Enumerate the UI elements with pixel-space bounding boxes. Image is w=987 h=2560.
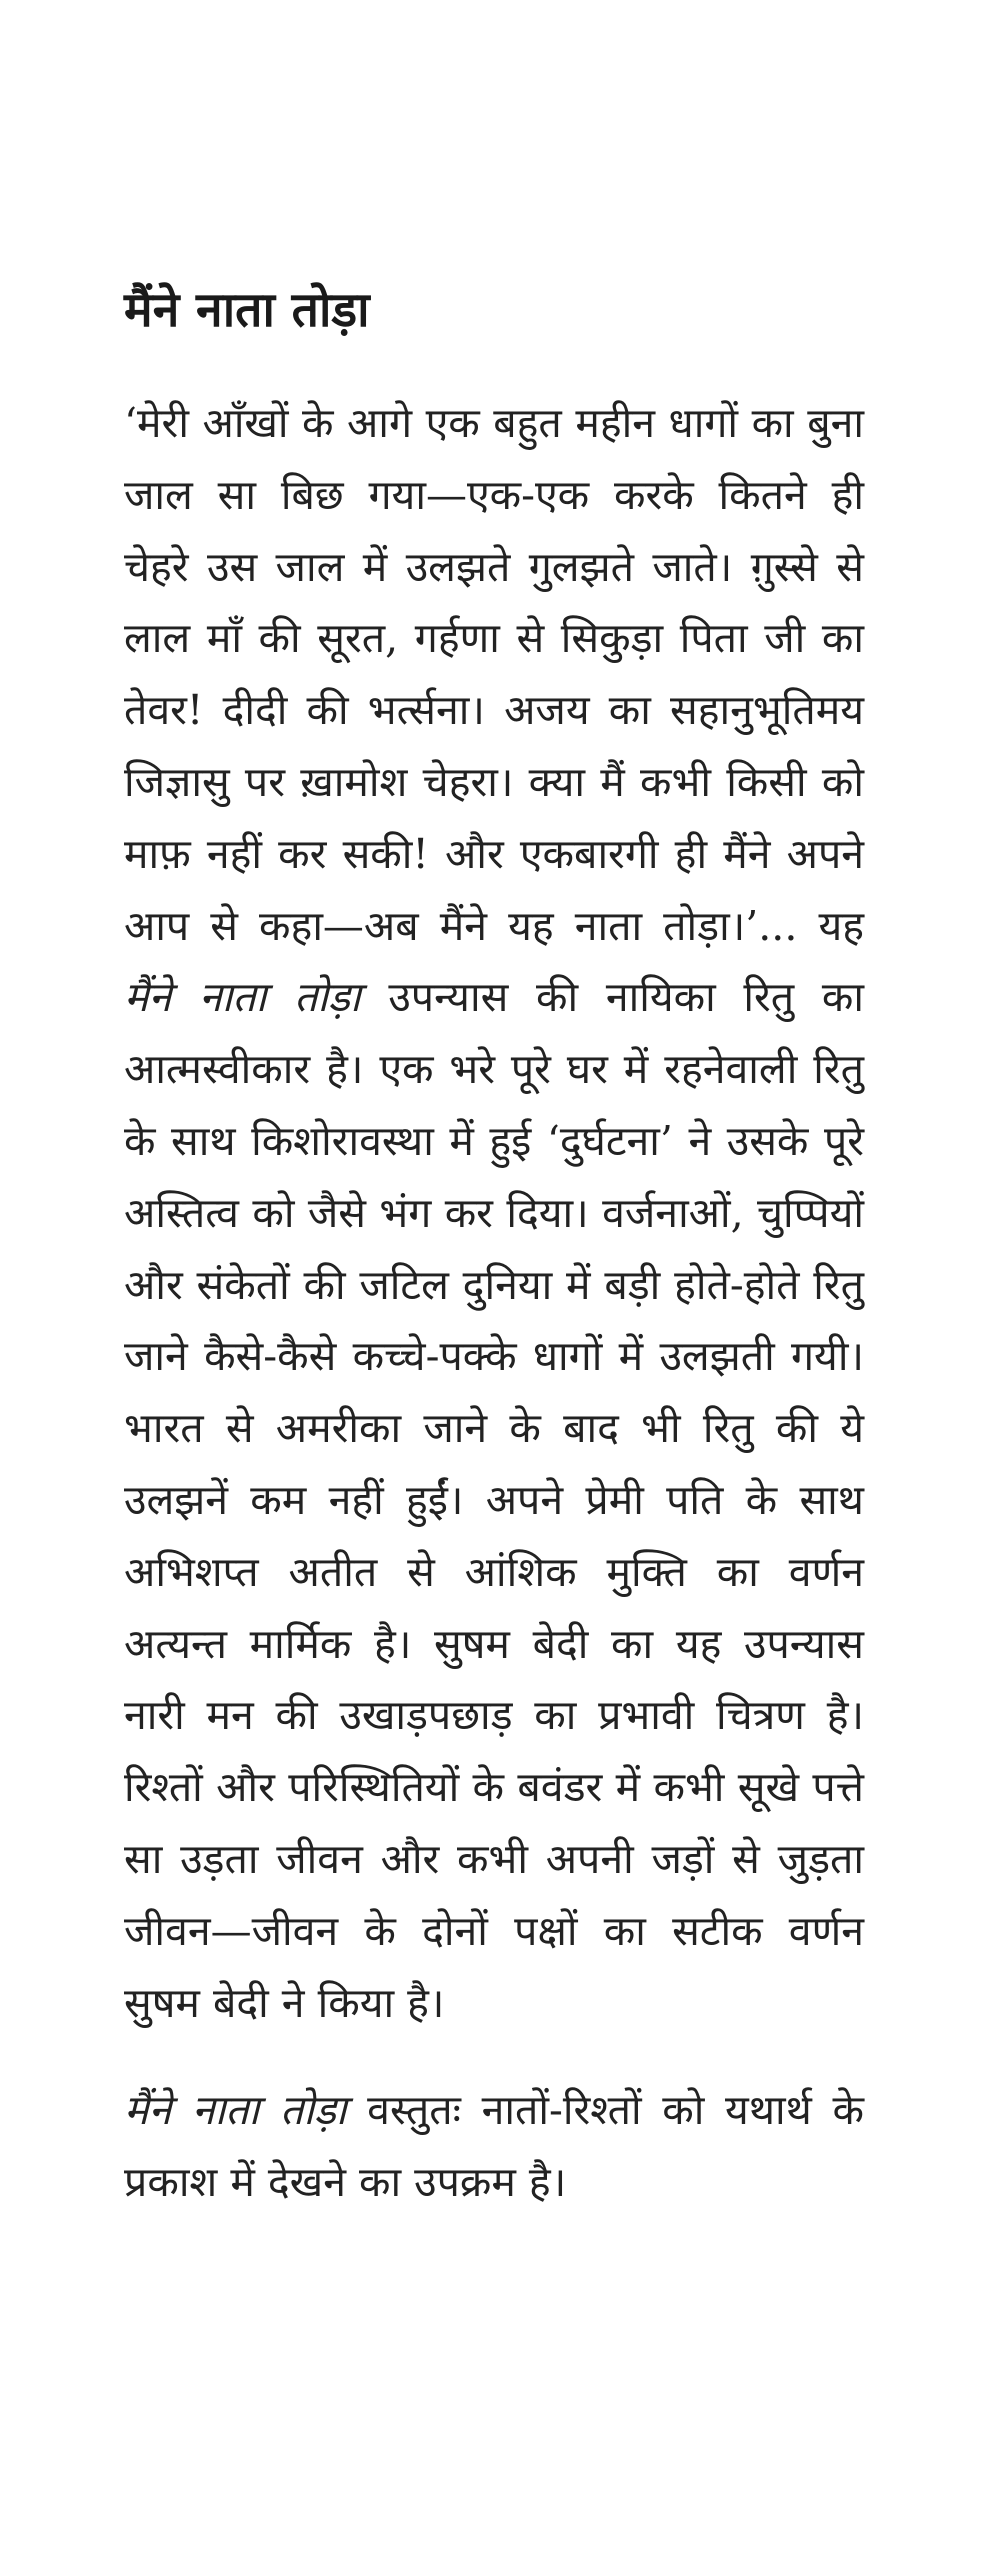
blurb-text: उपन्यास की नायिका रितु का आत्मस्वीकार है। एक भरे पूरे घर में रहनेवाली रितु के साथ किशोरावस्था में हुई ‘दुर्घटना’ ने उसके पूरे अस्तित्व को जैसे भंग कर दिया। वर्जनाओं, चुप्पियों और संकेतों की जटिल दुनिया में बड़ी होते-होते रितु जाने कैसे-कैसे कच्चे-पक्के धागों में उलझती गयी। भारत से अमरीका जाने के बाद भी रितु की ये उलझनें कम नहीं हुईं। अपने प्रेमी पति के साथ अभिशप्त अतीत से आंशिक मुक्ति का वर्णन अत्यन्त मार्मिक है। सुषम बेदी का यह उपन्यास नारी मन की उखाड़पछाड़ का प्रभावी चित्रण है। रिश्तों और परिस्थितियों के बवंडर में कभी सूखे पत्ते सा उड़ता जीवन और कभी अपनी जड़ों से जुड़ता जीवन—जीवन के दोनों पक्षों का सटीक वर्णन सुषम बेदी ने किया है।	[124, 973, 864, 2027]
blurb-paragraph-1	[124, 388, 864, 2039]
blurb-paragraph-2	[124, 2075, 864, 2219]
blurb-text: वस्तुतः नातों-रिश्तों को यथार्थ के प्रकाश में देखने का उपक्रम है।	[124, 2086, 865, 2207]
book-blurb	[124, 270, 864, 2219]
blurb-text: ‘मेरी आँखों के आगे एक बहुत महीन धागों का बुना जाल सा बिछ गया—एक-एक करके कितने ही चेहरे उस जाल में उलझते गुलझते जाते। ग़ुस्से से लाल माँ की सूरत, गर्हणा से सिकुड़ा पिता जी का तेवर! दीदी की भर्त्सना। अजय का सहानुभूतिमय जिज्ञासु पर ख़ामोश चेहरा। क्या मैं कभी किसी को माफ़ नहीं कर सकी! और एकबारगी ही मैंने अपने आप से कहा—अब मैंने यह नाता तोड़ा।’... यह	[124, 399, 864, 950]
book-title-italic: मैंने नाता तोड़ा	[124, 2086, 347, 2135]
book-title-italic: मैंने नाता तोड़ा	[124, 973, 361, 1022]
book-title: मैंने नाता तोड़ा	[124, 282, 370, 338]
